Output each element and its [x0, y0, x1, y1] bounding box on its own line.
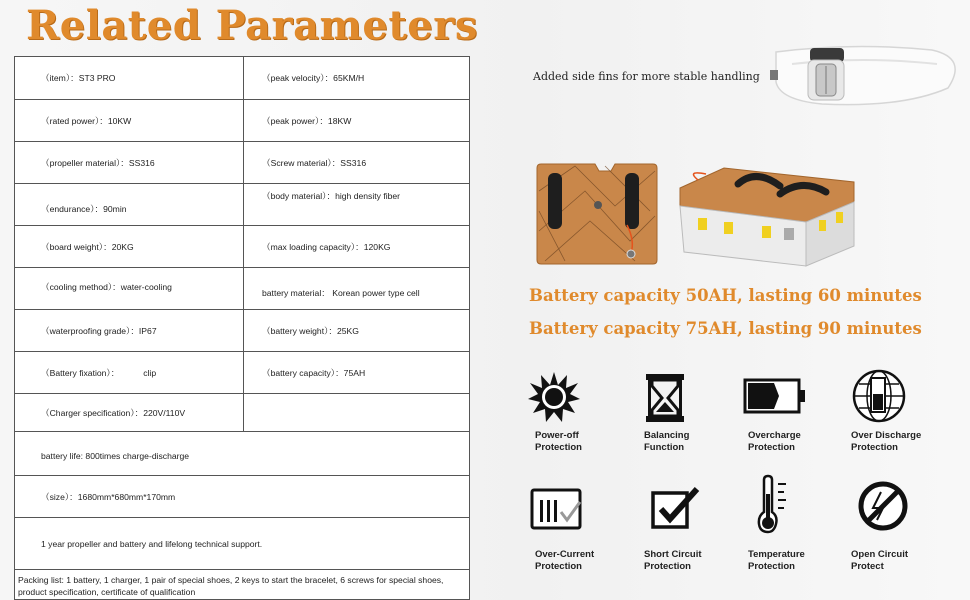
- feature-overcharge: [743, 376, 853, 453]
- surfboard-image: [762, 42, 970, 112]
- feature-over-current: [530, 488, 640, 572]
- param-packing-list: Packing list: 1 battery, 1 charger, 1 pair of special shoes, 2 keys to start the bracelet, 6 screws for special shoes, product specification, certificate of qualification: [18, 574, 444, 597]
- feature-label: Overcharge Protection: [748, 430, 801, 453]
- feature-label: Balancing Function: [644, 430, 690, 453]
- param-max-loading: （max loading capacity）：120KG: [243, 226, 469, 267]
- feature-power-off: [527, 370, 637, 453]
- table-row: [15, 431, 469, 475]
- fins-caption: Added side fins for more stable handling: [533, 70, 760, 83]
- param-item: （item）：ST3 PRO: [41, 73, 116, 83]
- param-warranty: 1 year propeller and battery and lifelong technical support.: [41, 538, 263, 549]
- param-board-weight: （board weight）：20KG: [41, 241, 134, 252]
- param-cooling-method: （cooling method）：water-cooling: [41, 282, 172, 292]
- feature-label: Over-Current Protection: [535, 549, 595, 572]
- param-empty: [243, 394, 469, 431]
- capacity-75ah: Battery capacity 75AH, lasting 90 minutes: [529, 319, 922, 338]
- feature-label: Over Discharge Protection: [851, 430, 922, 453]
- param-peak-velocity: （peak velocity）：65KM/H: [243, 57, 469, 99]
- feature-label: Open Circuit Protect: [851, 549, 909, 572]
- capacity-50ah: Battery capacity 50AH, lasting 60 minutes: [529, 286, 922, 305]
- param-size: （size）：1680mm*680mm*170mm: [41, 491, 176, 502]
- table-row: [15, 569, 469, 600]
- table-row: [15, 57, 469, 99]
- parameters-table: [14, 56, 470, 600]
- page-title: Related Parameters: [26, 2, 478, 49]
- globe-battery-icon: [851, 368, 907, 424]
- feature-label: Short Circuit Protection: [644, 549, 702, 572]
- param-battery-material: battery material： Korean power type cell: [243, 268, 469, 309]
- current-icon: [530, 488, 584, 532]
- feature-label: Power-off Protection: [535, 430, 582, 453]
- param-endurance: （endurance）：90min: [41, 203, 127, 214]
- checkbox-icon: [651, 485, 701, 531]
- table-row: [15, 183, 469, 225]
- table-row: [15, 475, 469, 517]
- battery-icon: [743, 376, 807, 416]
- feature-label: Temperature Protection: [748, 549, 805, 572]
- param-screw-material: （Screw material）：SS316: [243, 142, 469, 183]
- table-row: [15, 309, 469, 351]
- power-off-icon: [527, 370, 581, 424]
- param-charger-spec: （Charger specification）：220V/110V: [41, 407, 186, 418]
- feature-open-circuit: [851, 480, 967, 572]
- param-battery-capacity: （battery capacity）：75AH: [243, 352, 469, 393]
- table-row: [15, 351, 469, 393]
- feature-over-discharge: [851, 368, 961, 453]
- thermometer-icon: [756, 474, 796, 534]
- table-row: [15, 393, 469, 431]
- param-waterproofing: （waterproofing grade）：IP67: [41, 325, 157, 336]
- param-battery-weight: （battery weight）：25KG: [243, 310, 469, 351]
- table-row: [15, 141, 469, 183]
- param-peak-power: （peak power）：18KW: [243, 100, 469, 141]
- battery-top-image: [535, 161, 660, 267]
- table-row: [15, 517, 469, 569]
- feature-short-circuit: [644, 485, 761, 572]
- param-body-material: （body material）：high density fiber: [243, 184, 469, 225]
- param-propeller-material: （propeller material）：SS316: [41, 157, 155, 168]
- param-battery-fixation: （Battery fixation）： clip: [41, 367, 157, 378]
- battery-side-image: [676, 160, 858, 270]
- param-battery-life: battery life: 800times charge-discharge: [41, 450, 190, 461]
- no-icon: [857, 480, 909, 532]
- param-rated-power: （rated power）：10KW: [41, 115, 132, 126]
- table-row: [15, 99, 469, 141]
- table-row: [15, 225, 469, 267]
- table-row: [15, 267, 469, 309]
- hourglass-icon: [640, 372, 690, 424]
- feature-temperature: [748, 474, 866, 572]
- feature-balancing: [640, 372, 750, 453]
